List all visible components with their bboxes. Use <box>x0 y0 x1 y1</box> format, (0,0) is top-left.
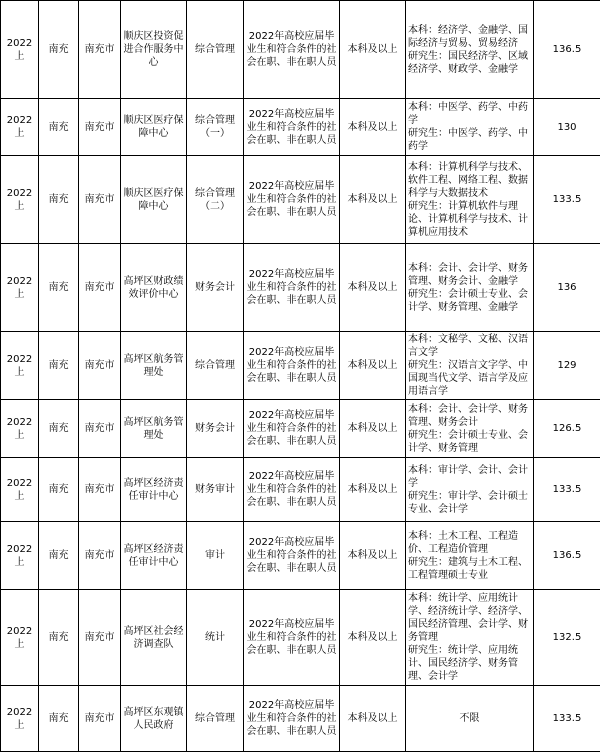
city-full-cell: 南充市 <box>79 686 121 752</box>
city-cell: 南充 <box>39 522 79 590</box>
city-full-cell: 南充市 <box>79 522 121 590</box>
position-cell: 审计 <box>187 522 244 590</box>
position-cell: 财务会计 <box>187 244 244 332</box>
position-cell: 财务会计 <box>187 400 244 458</box>
city-cell: 南充 <box>39 458 79 522</box>
major-cell: 不限 <box>406 686 534 752</box>
unit-cell: 顺庆区医疗保障中心 <box>121 99 187 156</box>
unit-cell: 高坪区航务管理处 <box>121 400 187 458</box>
target-cell: 2022年高校应届毕业生和符合条件的社会在职、非在职人员 <box>244 522 340 590</box>
score-cell: 129 <box>534 332 600 400</box>
target-cell: 2022年高校应届毕业生和符合条件的社会在职、非在职人员 <box>244 99 340 156</box>
unit-cell: 高坪区东观镇人民政府 <box>121 686 187 752</box>
unit-cell: 高坪区经济责任审计中心 <box>121 458 187 522</box>
major-cell: 本科：审计学、会计、会计学 研究生：审计学、会计硕士专业、会计学 <box>406 458 534 522</box>
year-cell: 2022上 <box>1 244 39 332</box>
score-cell: 136.5 <box>534 522 600 590</box>
city-cell: 南充 <box>39 1 79 99</box>
education-cell: 本科及以上 <box>340 590 406 686</box>
score-cell: 133.5 <box>534 156 600 244</box>
major-cell: 本科：中医学、药学、中药学 研究生：中医学、药学、中药学 <box>406 99 534 156</box>
target-cell: 2022年高校应届毕业生和符合条件的社会在职、非在职人员 <box>244 332 340 400</box>
education-cell: 本科及以上 <box>340 99 406 156</box>
table-row <box>1 332 600 400</box>
target-cell: 2022年高校应届毕业生和符合条件的社会在职、非在职人员 <box>244 156 340 244</box>
major-cell: 本科：会计、会计学、财务管理、财务会计 研究生：会计硕士专业、会计学、财务管理 <box>406 400 534 458</box>
city-cell: 南充 <box>39 99 79 156</box>
major-cell: 本科：统计学、应用统计学、经济统计学、经济学、国民经济管理、会计学、财务管理 研究生：统计学、应用统计、国民经济学、财务管理、会计学 <box>406 590 534 686</box>
position-cell: 统计 <box>187 590 244 686</box>
table-row <box>1 686 600 752</box>
year-cell: 2022上 <box>1 1 39 99</box>
target-cell: 2022年高校应届毕业生和符合条件的社会在职、非在职人员 <box>244 244 340 332</box>
city-cell: 南充 <box>39 686 79 752</box>
major-cell: 本科：土木工程、工程造价、工程造价管理 研究生：建筑与土木工程、工程管理硕士专业 <box>406 522 534 590</box>
unit-cell: 高坪区航务管理处 <box>121 332 187 400</box>
city-cell: 南充 <box>39 244 79 332</box>
table-row <box>1 1 600 99</box>
education-cell: 本科及以上 <box>340 400 406 458</box>
position-cell: 财务审计 <box>187 458 244 522</box>
major-cell: 本科：文秘学、文秘、汉语言文学 研究生：汉语言文字学、中国现当代文学、语言学及应用语言学 <box>406 332 534 400</box>
year-cell: 2022上 <box>1 590 39 686</box>
year-cell: 2022上 <box>1 686 39 752</box>
score-cell: 136 <box>534 244 600 332</box>
table-row <box>1 522 600 590</box>
city-cell: 南充 <box>39 156 79 244</box>
score-cell: 133.5 <box>534 686 600 752</box>
year-cell: 2022上 <box>1 332 39 400</box>
city-full-cell: 南充市 <box>79 156 121 244</box>
score-cell: 132.5 <box>534 590 600 686</box>
education-cell: 本科及以上 <box>340 686 406 752</box>
target-cell: 2022年高校应届毕业生和符合条件的社会在职、非在职人员 <box>244 1 340 99</box>
table-row <box>1 244 600 332</box>
target-cell: 2022年高校应届毕业生和符合条件的社会在职、非在职人员 <box>244 400 340 458</box>
education-cell: 本科及以上 <box>340 1 406 99</box>
city-full-cell: 南充市 <box>79 590 121 686</box>
city-full-cell: 南充市 <box>79 400 121 458</box>
position-cell: 综合管理 <box>187 1 244 99</box>
education-cell: 本科及以上 <box>340 156 406 244</box>
target-cell: 2022年高校应届毕业生和符合条件的社会在职、非在职人员 <box>244 686 340 752</box>
major-cell: 本科：经济学、金融学、国际经济与贸易、贸易经济 研究生：国民经济学、区域经济学、财政学、金融学 <box>406 1 534 99</box>
city-full-cell: 南充市 <box>79 1 121 99</box>
education-cell: 本科及以上 <box>340 332 406 400</box>
year-cell: 2022上 <box>1 522 39 590</box>
year-cell: 2022上 <box>1 156 39 244</box>
education-cell: 本科及以上 <box>340 244 406 332</box>
year-cell: 2022上 <box>1 99 39 156</box>
unit-cell: 顺庆区投资促进合作服务中心 <box>121 1 187 99</box>
major-cell: 本科：计算机科学与技术、软件工程、网络工程、数据科学与大数据技术 研究生：计算机软件与理论、计算机科学与技术、计算机应用技术 <box>406 156 534 244</box>
city-cell: 南充 <box>39 400 79 458</box>
education-cell: 本科及以上 <box>340 522 406 590</box>
table-row <box>1 156 600 244</box>
major-cell: 本科：会计、会计学、财务管理、财务会计、金融学 研究生：会计硕士专业、会计学、财务管理、金融学 <box>406 244 534 332</box>
score-cell: 126.5 <box>534 400 600 458</box>
unit-cell: 高坪区社会经济调查队 <box>121 590 187 686</box>
target-cell: 2022年高校应届毕业生和符合条件的社会在职、非在职人员 <box>244 458 340 522</box>
score-cell: 133.5 <box>534 458 600 522</box>
position-cell: 综合管理（二） <box>187 156 244 244</box>
city-full-cell: 南充市 <box>79 458 121 522</box>
education-cell: 本科及以上 <box>340 458 406 522</box>
unit-cell: 顺庆区医疗保障中心 <box>121 156 187 244</box>
city-full-cell: 南充市 <box>79 332 121 400</box>
score-cell: 136.5 <box>534 1 600 99</box>
city-full-cell: 南充市 <box>79 99 121 156</box>
position-cell: 综合管理 <box>187 332 244 400</box>
city-cell: 南充 <box>39 332 79 400</box>
position-cell: 综合管理（一） <box>187 99 244 156</box>
unit-cell: 高坪区财政绩效评价中心 <box>121 244 187 332</box>
unit-cell: 高坪区经济责任审计中心 <box>121 522 187 590</box>
year-cell: 2022上 <box>1 458 39 522</box>
table-row <box>1 590 600 686</box>
table-row <box>1 99 600 156</box>
city-cell: 南充 <box>39 590 79 686</box>
year-cell: 2022上 <box>1 400 39 458</box>
target-cell: 2022年高校应届毕业生和符合条件的社会在职、非在职人员 <box>244 590 340 686</box>
table-row <box>1 458 600 522</box>
table-body <box>1 1 600 752</box>
city-full-cell: 南充市 <box>79 244 121 332</box>
table-row <box>1 400 600 458</box>
position-cell: 综合管理 <box>187 686 244 752</box>
score-cell: 130 <box>534 99 600 156</box>
